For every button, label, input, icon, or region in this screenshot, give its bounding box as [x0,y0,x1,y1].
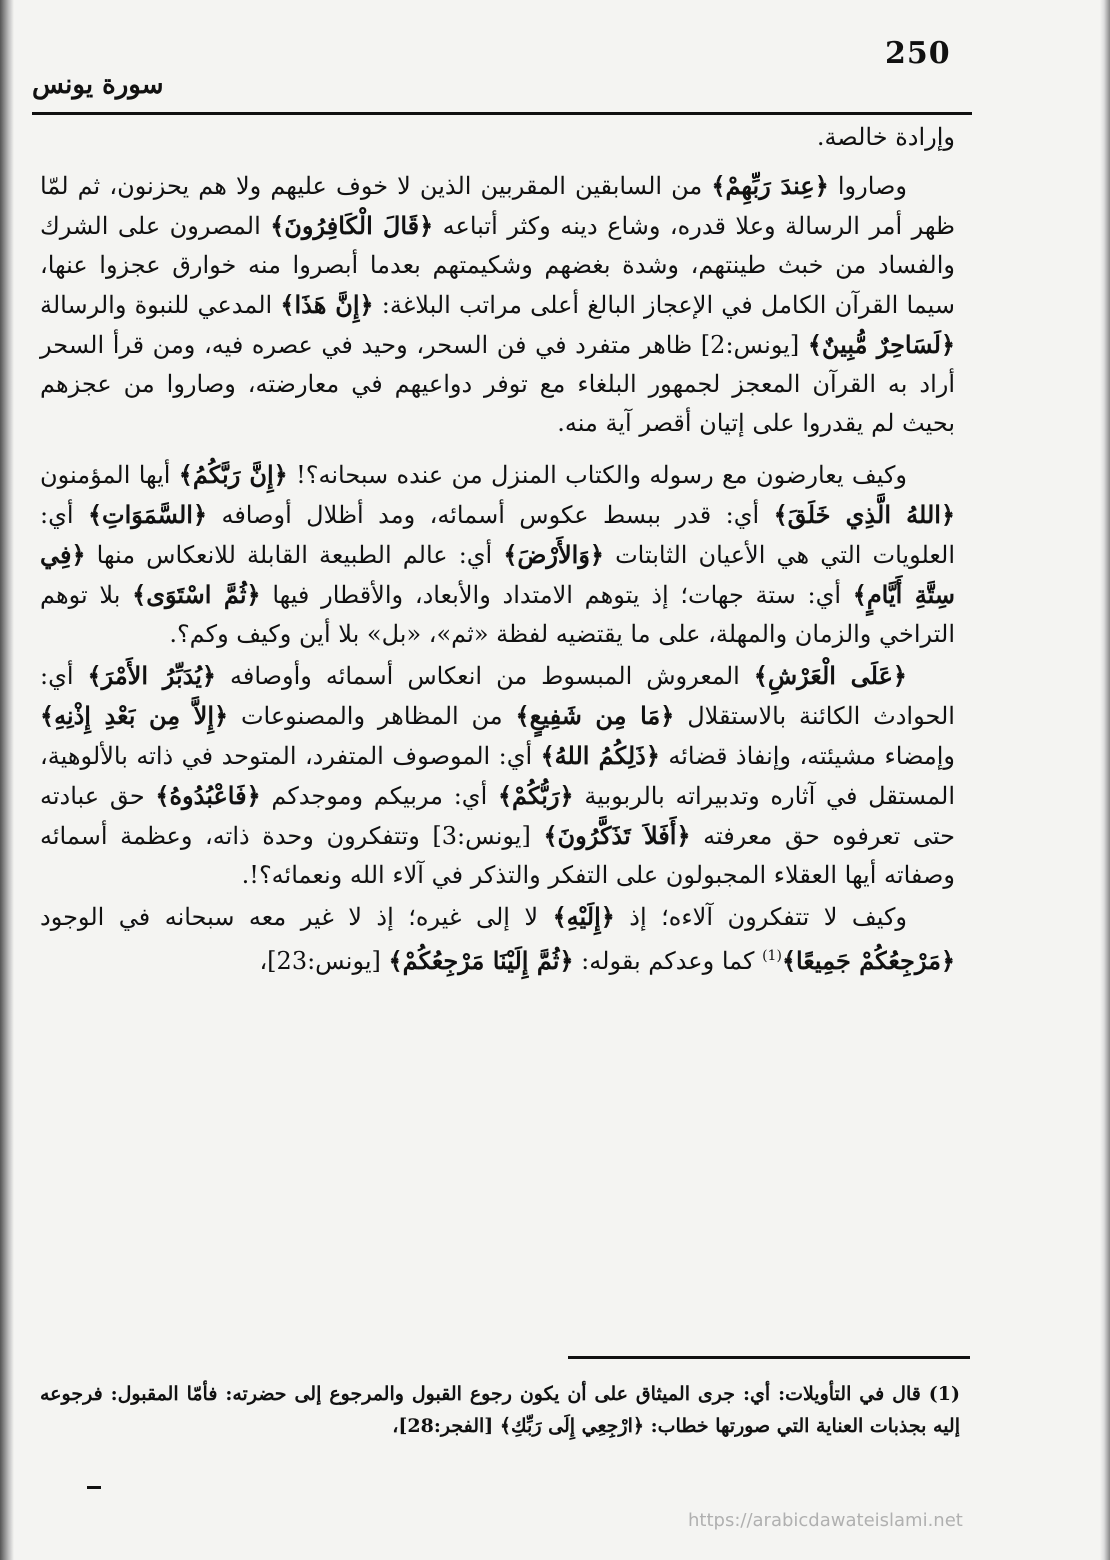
quran-quote: ﴿اللهُ الَّذِي خَلَقَ﴾ [773,500,955,529]
main-text [40,118,955,981]
scan-shadow-right [1100,0,1110,1560]
paragraph-4 [40,656,955,895]
footnote-reference[interactable]: (1) [762,948,782,964]
text-run: أي: الموصوف المتفرد، المتوحد في ذاته بالألوهية، المستقل في آثاره وتدبيراته بالربوبية [40,742,955,810]
paragraph-5 [40,897,955,981]
quran-quote: ﴿ذَلِكُمُ اللهُ﴾ [540,741,660,770]
text-run: المصرون على الشرك والفساد من خبث طينتهم، وشدة بغضهم وشكيمتهم بعدما أبصروا منه خوارق عجزوا عنها، سيما القرآن الكامل في الإعجاز البالغ أعلى مراتب البلاغة: [40,212,955,319]
text-run: وإمضاء مشيئته، وإنفاذ قضائه [659,742,956,770]
quran-quote: ﴿فِي سِتَّةِ أَيَّامٍ﴾ [40,540,955,609]
quran-quote: ﴿مَرْجِعُكُمْ جَمِيعًا﴾ [781,946,955,975]
text-run: أيها المؤمنون [40,461,179,489]
text-run: [يونس:23]، [259,947,389,975]
quran-quote: ﴿إِنَّ رَبَّكُمُ﴾ [178,460,288,489]
header-divider [32,112,972,115]
text-run: المعروش المبسوط من انعكاس أسمائه وأوصافه [216,662,754,690]
quran-quote: ﴿السَّمَوَاتِ﴾ [87,500,208,529]
text-run: حق عبادته حتى تعرفوه حق معرفته [40,782,956,850]
text-run: أي: قدر ببسط عكوس أسمائه، ومد أظلال أوصافه [207,501,774,529]
text-run: من السابقين المقربين الذين لا خوف عليهم ولا هم يحزنون، ثم لمّا ظهر أمر الرسالة وعلا قدره، وشاع دينه وكثر أتباعه [40,172,955,240]
text-run: بلا توهم التراخي والزمان والمهلة، على ما يقتضيه لفظة «ثم»، «بل» بلا أين وكيف وكم؟. [40,581,955,648]
text-run: [يونس:2] ظاهر متفرد في فن السحر، وحيد في عصره فيه، ومن قرأ السحر أراد به القرآن المعجز لجمهور البلغاء مع توفر دواعيهم في معارضته، وصاروا من عجزهم بحيث لم يقدروا على إتيان أقصر آية منه. [40,331,955,437]
footnote [40,1378,960,1442]
text-run: (1) قال في التأويلات: أي: جرى الميثاق على أن يكون رجوع القبول والمرجوع إلى حضرته: فأمّا المقبول: فرجوعه إليه بجذبات العناية التي صورتها خطاب: [40,1383,960,1437]
paragraph-1: وإرادة خالصة. [816,123,955,151]
quran-quote: ﴿فَاعْبُدُوهُ﴾ [155,781,261,810]
text-run: أي: الحوادث الكائنة بالاستقلال [40,662,955,730]
quran-quote: ﴿عَلَى الْعَرْشِ﴾ [753,661,907,690]
paragraph-3 [40,455,955,654]
end-mark [87,1486,101,1489]
quran-quote: ﴿وَالأَرْضَ﴾ [503,540,604,569]
text-run: [يونس:3] وتتفكرون وحدة ذاته، وعظمة أسمائه وصفاته أيها العقلاء المجبولون على التفكر والتذكر في آلاء الله ونعمائه؟!. [40,822,955,889]
scan-shadow-left [0,0,14,1560]
quran-quote: ﴿إِنَّ هَذَا﴾ [280,290,374,319]
text-run: وكيف يعارضون مع رسوله والكتاب المنزل من عنده سبحانه؟! [287,461,907,489]
text-run: أي: العلويات التي هي الأعيان الثابتات [40,501,955,569]
text-run: وصاروا [828,172,907,200]
text-run: أي: عالم الطبيعة القابلة للانعكاس منها [85,541,504,569]
quran-quote: ﴿قَالَ الْكَافِرُونَ﴾ [270,211,434,240]
quran-quote: ﴿ثُمَّ اسْتَوَى﴾ [132,580,261,609]
text-run: أي: مربيكم وموجدكم [260,782,498,810]
surah-title: سورة يونس [32,70,164,100]
quran-quote: ﴿أَفَلاَ تَذَكَّرُونَ﴾ [543,821,691,850]
text-run: لا إلى غيره؛ إذ لا غير معه سبحانه في الوجود [40,903,553,931]
quran-quote: ﴿ارْجِعِي إِلَى رَبِّكِ﴾ [499,1415,644,1437]
quran-quote: ﴿يُدَبِّرُ الأَمْرَ﴾ [87,661,216,690]
quran-quote: ﴿ثُمَّ إِلَيْنَا مَرْجِعُكُمْ﴾ [388,946,574,975]
quran-quote: ﴿رَبُّكُمْ﴾ [497,781,574,810]
quran-quote: ﴿مَا مِن شَفِيعٍ﴾ [515,701,675,730]
quran-quote: ﴿عِندَ رَبِّهِمْ﴾ [711,171,829,200]
page-number: 250 [885,36,951,71]
watermark-url: https://arabicdawateislami.net [688,1510,963,1531]
quran-quote: ﴿إِلاَّ مِن بَعْدِ إِذْنِهِ﴾ [40,701,229,730]
text-run: المدعي للنبوة والرسالة [40,291,281,319]
paragraph-2 [40,166,955,443]
quran-quote: ﴿إِلَيْهِ﴾ [552,902,615,931]
text-run: أي: ستة جهات؛ إذ يتوهم الامتداد والأبعاد، والأقطار فيها [260,581,853,609]
text-run: [الفجر:28]، [392,1415,500,1437]
text-run: من المظاهر والمصنوعات [228,702,516,730]
text-run: كما وعدكم بقوله: [573,947,763,975]
quran-quote: ﴿لَسَاحِرٌ مُّبِينٌ﴾ [807,330,955,359]
footnote-divider [568,1356,970,1359]
text-run: وكيف لا تتفكرون آلاءه؛ إذ [614,903,908,931]
